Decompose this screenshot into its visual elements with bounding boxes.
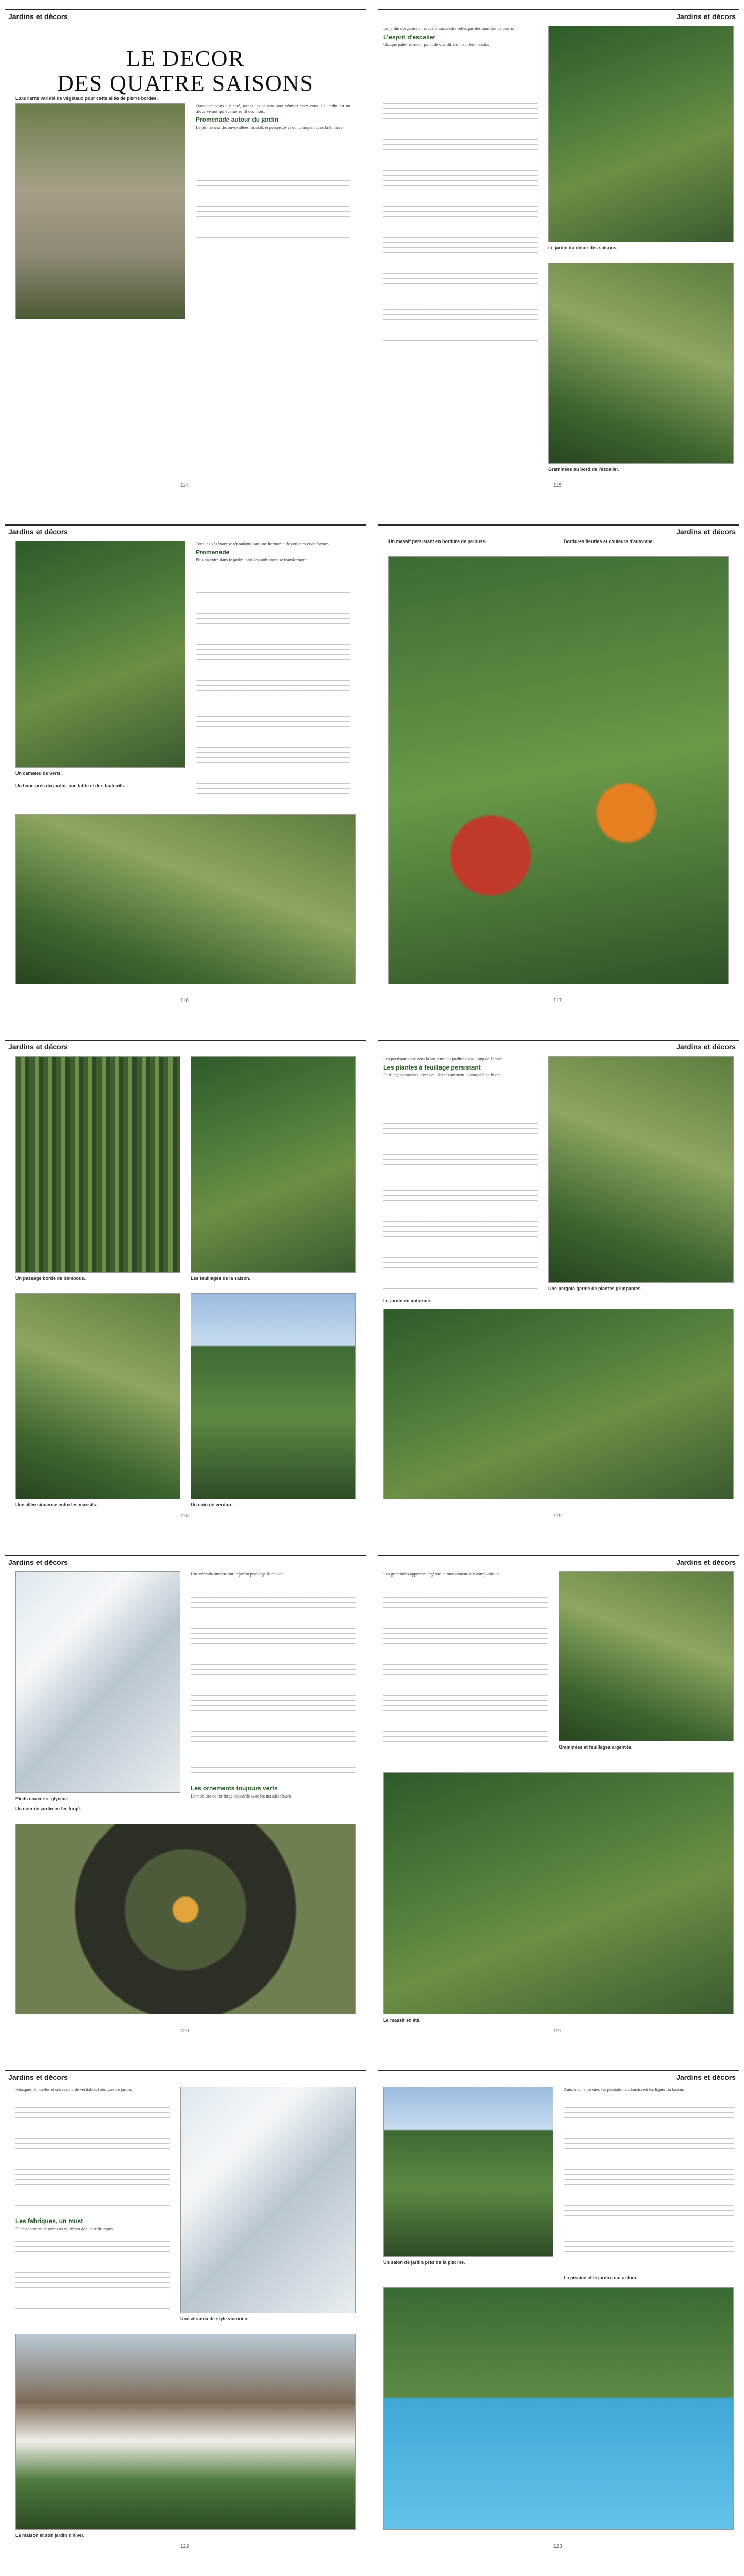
photo-pergola <box>548 1056 734 1283</box>
photo-summer-border <box>383 1772 734 2014</box>
subheading: Les fabriques, un must <box>15 2217 83 2225</box>
article-text <box>564 2087 734 2092</box>
paragraph: Le mobilier de fer forgé s'accorde avec les massifs fleuris. <box>191 1793 293 1799</box>
section-header: Jardins et décors <box>8 528 68 536</box>
caption: Pieds couverts, glycine. <box>15 1796 69 1801</box>
text-lines <box>383 88 538 345</box>
paragraph: Les persistants assurent la structure du jardin tout au long de l'année. <box>383 1056 504 1061</box>
subheading: Promenade <box>196 548 230 556</box>
caption: Un passage bordé de bambous. <box>15 1276 86 1281</box>
subheading: Les ornements toujours verts <box>191 1785 278 1792</box>
paragraph: Plus on entre dans le jardin, plus les ambiances se transforment. <box>196 557 308 562</box>
caption: Graminées au bord de l'escalier. <box>548 467 619 472</box>
caption: Une allée sinueuse entre les massifs. <box>15 1502 98 1507</box>
section-header: Jardins et décors <box>676 528 736 536</box>
paragraph: Le jardin s'organise en niveaux successifs reliés par des marches de pierre. <box>383 26 514 31</box>
caption: Un coin de jardin en fer forgé. <box>15 1806 81 1811</box>
section-header: Jardins et décors <box>676 2073 736 2081</box>
page-120 <box>5 1555 366 2039</box>
text-lines <box>196 180 350 242</box>
paragraph: Elles ponctuent le parcours et offrent des lieux de repos. <box>15 2226 114 2231</box>
paragraph: Quand on vous a planté, toutes les saisons sont réunies chez vous. Le jardin est un décor vivant qui évolue au fil des mois. <box>196 103 350 114</box>
text-lines <box>15 2107 170 2210</box>
title-line-1: LE DECOR <box>126 46 245 71</box>
spread-5 <box>0 2061 744 2566</box>
caption: Luxuriante variété de végétaux pour cette allée de pierre bordée. <box>15 96 158 101</box>
page-number: 120 <box>180 2028 189 2034</box>
page-number: 123 <box>553 2544 562 2549</box>
article-text <box>191 1571 356 1577</box>
caption: Un banc près du jardin, une table et des fauteuils. <box>15 783 125 788</box>
paragraph: Autour de la piscine, les plantations adoucissent les lignes du bassin. <box>564 2087 684 2092</box>
caption: Un coin de verdure. <box>191 1502 234 1507</box>
spread-3 <box>0 1030 744 1535</box>
article-text <box>15 2087 170 2092</box>
section-header: Jardins et décors <box>8 2073 68 2081</box>
section-header: Jardins et décors <box>8 1558 68 1566</box>
paragraph: Chaque palier offre un point de vue différent sur les massifs. <box>383 42 489 47</box>
caption: Le massif en été. <box>383 2018 421 2023</box>
section-header: Jardins et décors <box>8 12 68 21</box>
text-lines <box>383 1592 548 1762</box>
caption: Graminées et feuillages argentés. <box>559 1744 633 1750</box>
photo-victorian-veranda <box>180 2087 356 2313</box>
text-lines <box>383 1118 538 1293</box>
article-title <box>15 46 356 96</box>
page-117 <box>378 524 739 1009</box>
subheading: L'esprit d'escalier <box>383 33 436 41</box>
caption: La maison et son jardin d'hiver. <box>15 2533 85 2538</box>
photo-foliage <box>191 1056 356 1273</box>
subheading: Les plantes à feuillage persistant <box>383 1063 481 1071</box>
text-lines <box>15 2241 170 2313</box>
photo-veranda <box>15 1571 180 1793</box>
page-123 <box>378 2070 739 2554</box>
page-number: 114 <box>180 483 189 488</box>
page-121 <box>378 1555 739 2039</box>
page-number: 115 <box>553 483 562 488</box>
spread-1 <box>0 0 744 505</box>
caption: Une pergola garnie de plantes grimpantes. <box>548 1286 642 1291</box>
photo-garden-green <box>15 541 185 768</box>
section-header: Jardins et décors <box>676 12 736 21</box>
section-header: Jardins et décors <box>8 1043 68 1051</box>
article-text <box>196 541 350 563</box>
spread-2 <box>0 515 744 1020</box>
article-text <box>191 1783 356 1799</box>
page-115 <box>378 9 739 494</box>
photo-stone-path <box>15 103 185 319</box>
paragraph: Les graminées apportent légèreté et mouvement aux compositions. <box>383 1571 501 1577</box>
section-header: Jardins et décors <box>676 1558 736 1566</box>
page-number: 117 <box>553 998 562 1004</box>
caption: Une véranda de style victorien. <box>180 2316 249 2321</box>
page-118 <box>5 1040 366 1524</box>
page-number: 122 <box>180 2544 189 2549</box>
photo-grasses <box>548 263 734 464</box>
title-line-2: DES QUATRE SAISONS <box>57 71 314 96</box>
photo-greenery <box>191 1293 356 1499</box>
caption: Les feuillages de la saison. <box>191 1276 251 1281</box>
photo-pool-lounge <box>383 2087 553 2257</box>
caption: La piscine et le jardin tout autour. <box>564 2275 638 2280</box>
photo-garden-table <box>15 1824 356 2014</box>
photo-garden-table <box>15 814 356 984</box>
paragraph: Le promeneur découvre allées, massifs et perspectives qui changent avec la lumière. <box>196 124 344 130</box>
page-114 <box>5 9 366 494</box>
photo-bamboo <box>15 1056 180 1273</box>
photo-grasses <box>559 1571 734 1741</box>
page-number: 118 <box>180 1513 189 1519</box>
section-header: Jardins et décors <box>676 1043 736 1051</box>
photo-winding-path <box>15 1293 180 1499</box>
page-116 <box>5 524 366 1009</box>
page-number: 119 <box>553 1513 562 1519</box>
article-text <box>383 1056 538 1078</box>
page-119 <box>378 1040 739 1524</box>
caption: Un camaïeu de verts. <box>15 771 62 776</box>
page-122 <box>5 2070 366 2554</box>
photo-garden <box>548 26 734 242</box>
caption: Le jardin en automne. <box>383 1298 432 1303</box>
article-text <box>383 26 538 47</box>
article-text <box>383 1571 548 1577</box>
paragraph: Une véranda ouverte sur le jardin prolonge la maison. <box>191 1571 285 1577</box>
paragraph: Kiosques, tonnelles et serres sont de véritables fabriques de jardin. <box>15 2087 132 2092</box>
article-text <box>15 2215 170 2231</box>
page-number: 121 <box>553 2028 562 2034</box>
paragraph: Feuillages panachés, dorés ou bleutés animent les massifs en hiver. <box>383 1072 501 1077</box>
caption: Bordures fleuries et couleurs d'automne. <box>564 539 654 544</box>
spread-4 <box>0 1546 744 2050</box>
caption: Un massif persistant en bordure de pelouse. <box>388 539 487 544</box>
caption: Le jardin du décor des saisons. <box>548 245 618 250</box>
caption: Un salon de jardin près de la piscine. <box>383 2260 465 2265</box>
text-lines <box>196 592 350 809</box>
photo-pool <box>383 2287 734 2530</box>
subheading: Promenade autour du jardin <box>196 116 279 123</box>
photo-autumn-garden <box>383 1309 734 1499</box>
text-lines <box>191 1592 356 1777</box>
article-text <box>196 103 350 130</box>
page-number: 116 <box>180 998 189 1004</box>
text-lines <box>564 2107 734 2262</box>
photo-flower-border <box>388 556 729 984</box>
paragraph: Tous les végétaux se répondent dans une harmonie de couleurs et de formes. <box>196 541 330 546</box>
photo-house-conservatory <box>15 2334 356 2530</box>
